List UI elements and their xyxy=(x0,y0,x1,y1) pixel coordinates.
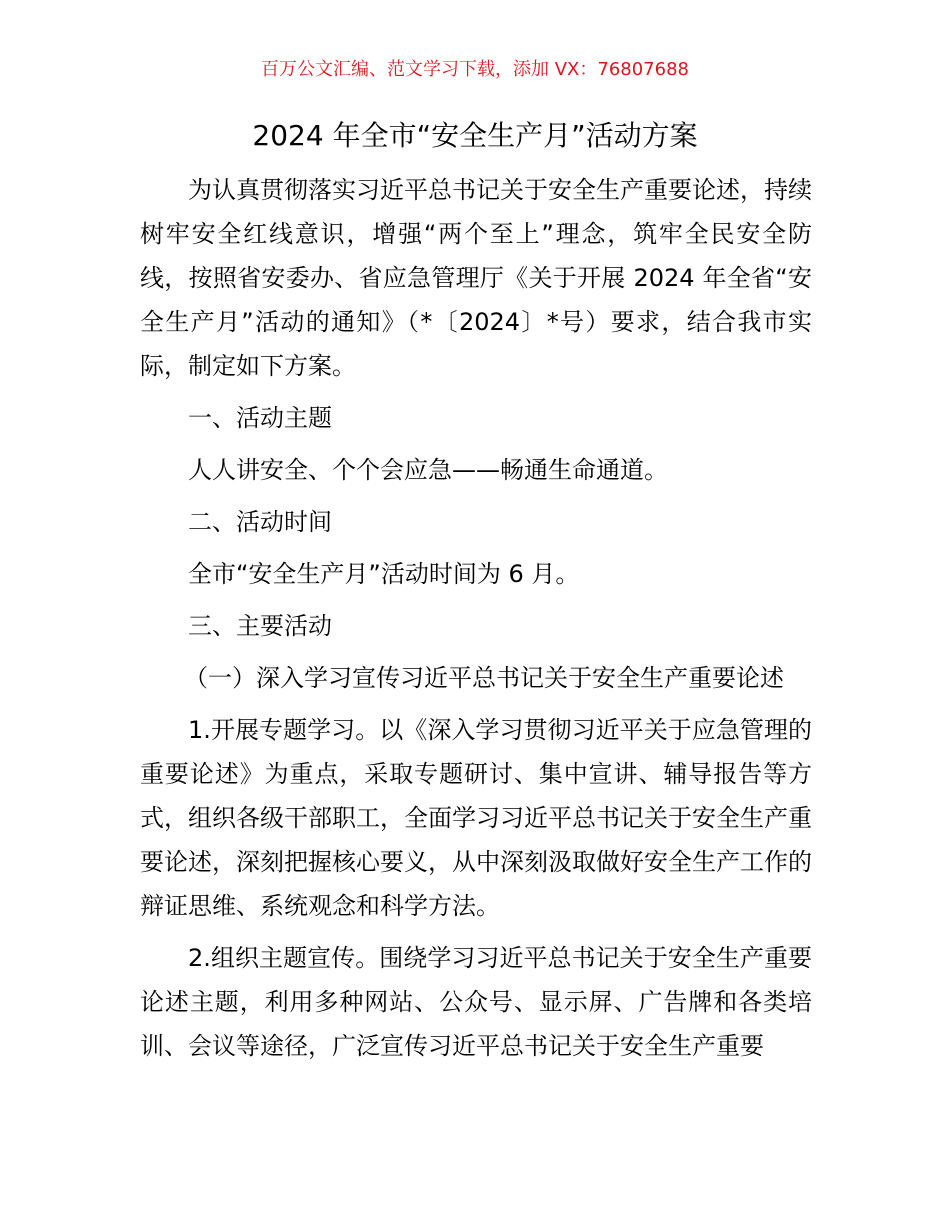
theme-paragraph: 人人讲安全、个个会应急——畅通生命通道。 xyxy=(188,456,668,484)
item-2-paragraph: 2.组织主题宣传。围绕学习习近平总书记关于安全生产重要论述主题，利用多种网站、公众号、显示屏、广告牌和各类培训、会议等途径，广泛宣传习近平总书记关于安全生产重要 xyxy=(140,944,812,1060)
section-heading-activities: 三、主要活动 xyxy=(188,612,332,640)
document-body xyxy=(140,168,812,1068)
time-paragraph: 全市“安全生产月”活动时间为 6 月。 xyxy=(188,560,580,588)
item-1-paragraph: 1.开展专题学习。以《深入学习贯彻习近平关于应急管理的重要论述》为重点，采取专题研讨、集中宣讲、辅导报告等方式，组织各级干部职工，全面学习习近平总书记关于安全生产重要论述，深刻把握核心要义，从中深刻汲取做好安全生产工作的辩证思维、系统观念和科学方法。 xyxy=(140,716,812,920)
subsection-heading-1: （一）深入学习宣传习近平总书记关于安全生产重要论述 xyxy=(184,664,784,692)
section-heading-theme: 一、活动主题 xyxy=(188,404,332,432)
document-title: 2024 年全市“安全生产月”活动方案 xyxy=(252,119,698,152)
intro-paragraph: 为认真贯彻落实习近平总书记关于安全生产重要论述，持续树牢安全红线意识，增强“两个至上”理念，筑牢全民安全防线，按照省安委办、省应急管理厅《关于开展 2024 年全省“安全生产月”活动的通知》（*〔2024〕*号）要求，结合我市实际，制定如下方案。 xyxy=(140,176,812,380)
watermark-text: 百万公文汇编、范文学习下载，添加 VX：76807688 xyxy=(261,59,689,80)
section-heading-time: 二、活动时间 xyxy=(188,508,332,536)
